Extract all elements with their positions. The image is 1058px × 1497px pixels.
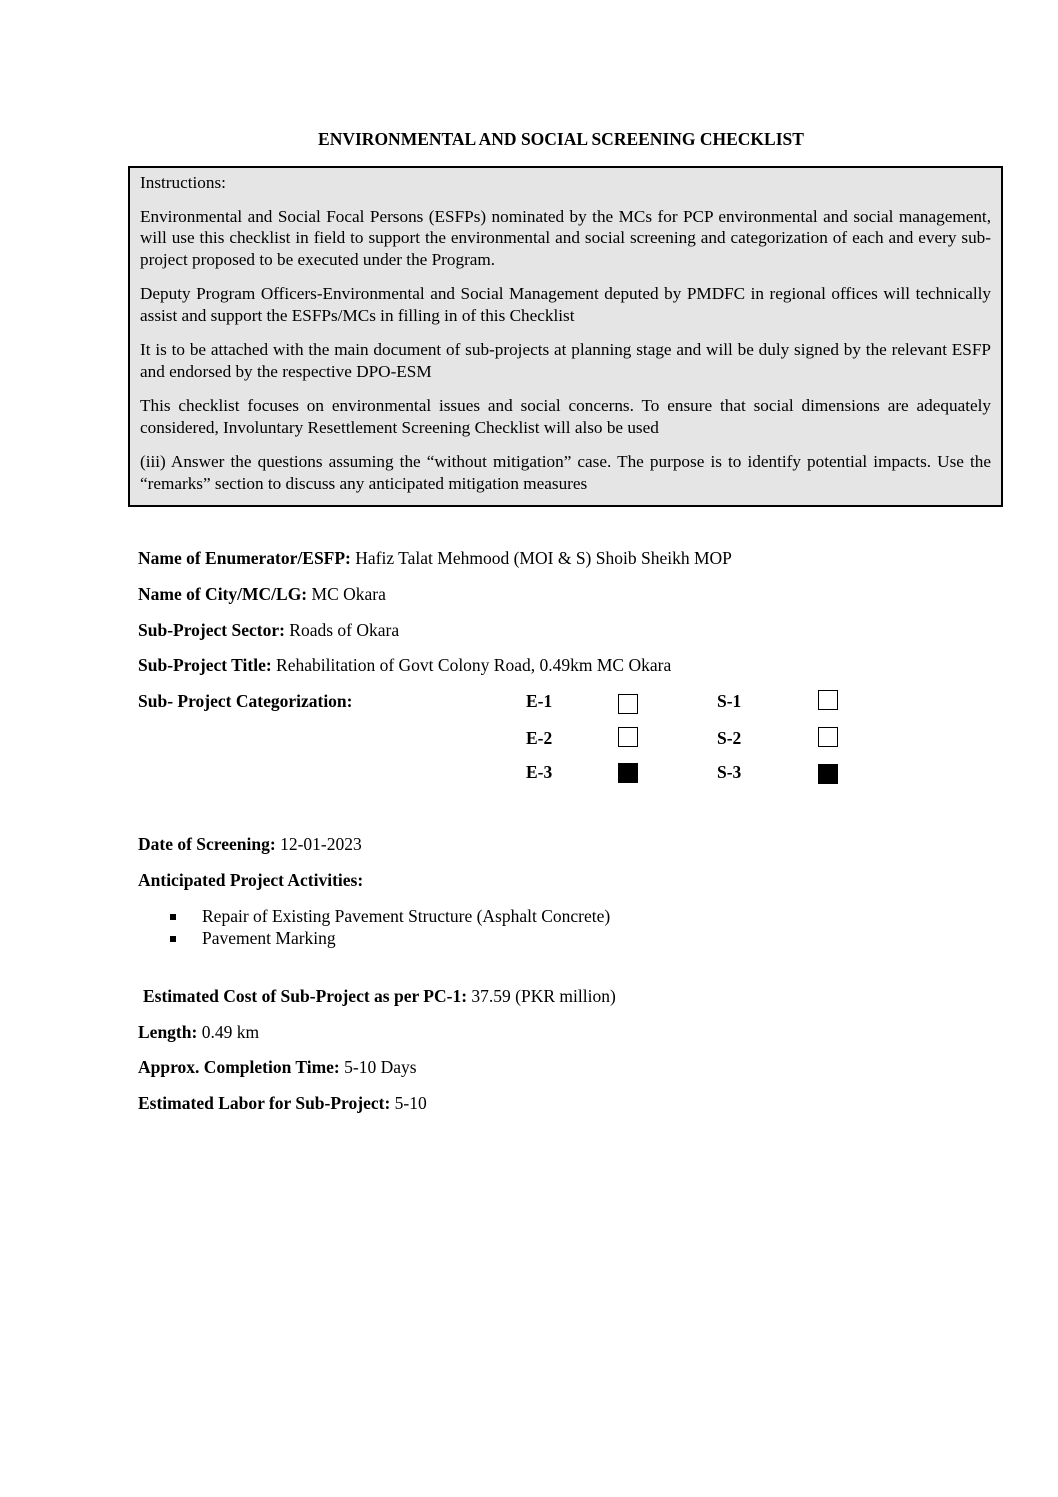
instructions-paragraph: (iii) Answer the questions assuming the “without mitigation” case. The purpose is to identify potential impacts. Use the “remarks” section to discuss any anticipated mitigation measures [140,452,991,493]
activity-text: Pavement Marking [202,928,336,948]
square-bullet-icon [170,936,176,942]
category-s1-checkbox[interactable] [818,690,838,710]
activity-text: Repair of Existing Pavement Structure (Asphalt Concrete) [202,906,611,926]
category-e1-checkbox[interactable] [618,694,638,714]
instructions-heading: Instructions: [140,173,226,192]
instructions-paragraph: Deputy Program Officers-Environmental and Social Management deputed by PMDFC in regional offices will technically assist and support the ESFPs/MCs in filling in of this Checklist [140,284,991,325]
instructions-box [128,166,1003,507]
sector-value: Roads of Okara [284,620,400,640]
enumerator-field [138,548,732,569]
labor-field [138,1093,427,1114]
project-title-label: Sub-Project Title: [138,655,272,675]
category-e1-label: E-1 [526,691,553,711]
date-value: 12-01-2023 [275,834,362,854]
activities-label: Anticipated Project Activities: [138,870,364,890]
project-title-value: Rehabilitation of Govt Colony Road, 0.49km MC Okara [271,655,672,675]
category-e3-checkbox[interactable] [618,763,638,783]
project-title-field [138,655,671,676]
instructions-paragraph: It is to be attached with the main document of sub-projects at planning stage and will be duly signed by the relevant ESFP and endorsed by the respective DPO-ESM [140,340,991,381]
square-bullet-icon [170,914,176,920]
cost-field [143,986,616,1007]
activities-list [168,905,610,949]
enumerator-label: Name of Enumerator/ESFP: [138,548,351,568]
length-field [138,1022,259,1043]
date-label: Date of Screening: [138,834,276,854]
enumerator-value: Hafiz Talat Mehmood (MOI & S) Shoib Sheikh MOP [350,548,732,568]
category-s1-label: S-1 [717,691,742,711]
city-value: MC Okara [307,584,386,604]
category-e2-checkbox[interactable] [618,727,638,747]
document-title: ENVIRONMENTAL AND SOCIAL SCREENING CHECKLIST [318,129,804,149]
category-e2-label: E-2 [526,728,553,748]
length-label: Length: [138,1022,198,1042]
labor-value: 5-10 [390,1093,427,1113]
category-s2-checkbox[interactable] [818,727,838,747]
category-s3-checkbox[interactable] [818,764,838,784]
list-item [168,927,610,949]
city-field [138,584,386,605]
completion-field [138,1057,417,1078]
category-e3-label: E-3 [526,762,553,782]
sector-label: Sub-Project Sector: [138,620,285,640]
length-value: 0.49 km [197,1022,260,1042]
categorization-label: Sub- Project Categorization: [138,691,353,711]
completion-value: 5-10 Days [339,1057,417,1077]
sector-field [138,620,399,641]
labor-label: Estimated Labor for Sub-Project: [138,1093,391,1113]
category-s2-label: S-2 [717,728,742,748]
cost-value: 37.59 (PKR million) [467,986,616,1006]
date-field [138,834,362,855]
completion-label: Approx. Completion Time: [138,1057,340,1077]
cost-label: Estimated Cost of Sub-Project as per PC-1: [143,986,468,1006]
category-s3-label: S-3 [717,762,742,782]
instructions-paragraph: This checklist focuses on environmental issues and social concerns. To ensure that social dimensions are adequately considered, Involuntary Resettlement Screening Checklist will also be used [140,396,991,437]
city-label: Name of City/MC/LG: [138,584,308,604]
categorization-field [138,691,353,712]
list-item [168,905,610,927]
instructions-paragraph: Environmental and Social Focal Persons (ESFPs) nominated by the MCs for PCP environmental and social management, will use this checklist in field to support the environmental and social screening and categorization of each and every sub-project proposed to be executed under the Program. [140,206,991,269]
activities-field [138,870,363,891]
